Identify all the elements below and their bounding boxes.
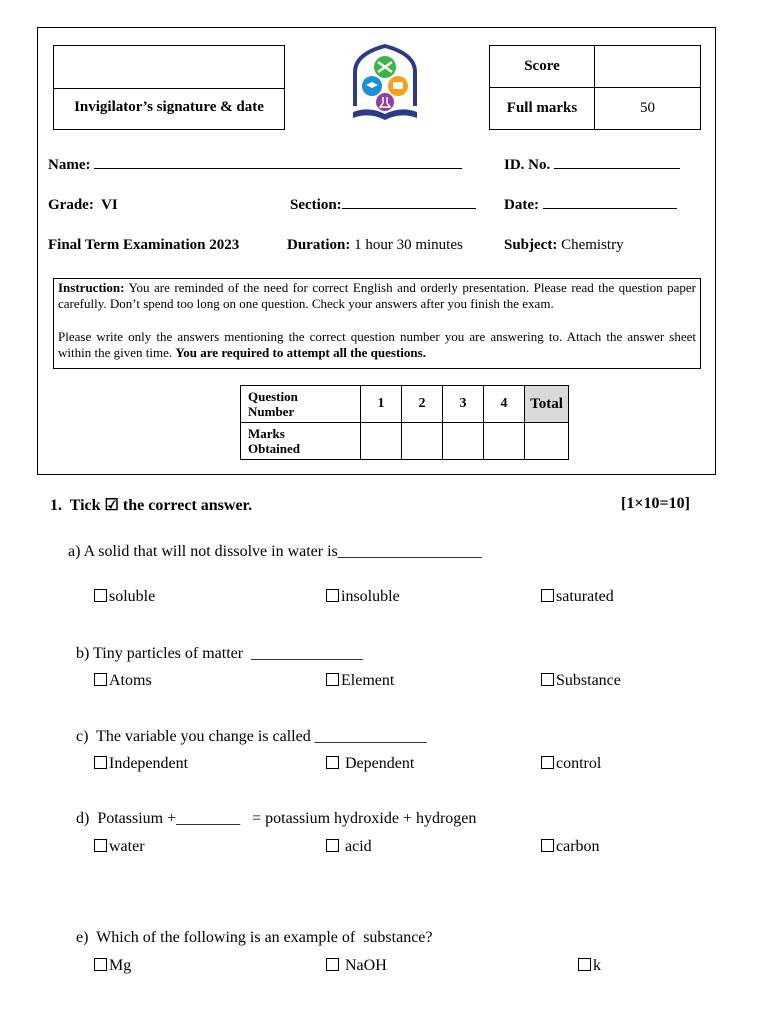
grade-row bbox=[48, 197, 118, 214]
checkbox[interactable] bbox=[94, 839, 107, 852]
checkbox[interactable] bbox=[326, 756, 339, 769]
question-text: Potassium +________ = potassium hydroxide + hydrogen bbox=[93, 810, 477, 827]
full-marks-value: 50 bbox=[595, 88, 701, 130]
question-c bbox=[68, 710, 427, 746]
exam-title: Final Term Examination 2023 bbox=[48, 237, 240, 253]
checkbox[interactable] bbox=[578, 958, 591, 971]
option-d1[interactable]: water bbox=[94, 838, 145, 856]
marks-obtained-label: Marks Obtained bbox=[241, 423, 361, 460]
date-field[interactable] bbox=[543, 208, 677, 209]
subject-row bbox=[504, 237, 624, 254]
option-b3[interactable]: Substance bbox=[541, 672, 621, 690]
checkbox[interactable] bbox=[94, 756, 107, 769]
question-a bbox=[68, 543, 482, 561]
name-row bbox=[48, 157, 462, 174]
checkbox[interactable] bbox=[326, 958, 339, 971]
marks-cell-1[interactable] bbox=[361, 423, 402, 460]
instruction-text2: Please write only the answers mentioning the correct question number you are answering to. Attach the answer sheet within the given time. bbox=[58, 329, 696, 360]
total-label: Total bbox=[525, 386, 569, 423]
question-number-label: Question Number bbox=[241, 386, 361, 423]
question-label: e) bbox=[76, 929, 89, 946]
question-label: d) bbox=[76, 810, 90, 827]
duration-label: Duration: bbox=[287, 237, 351, 253]
grade-label: Grade: bbox=[48, 197, 94, 213]
id-row bbox=[504, 157, 680, 174]
question-col-3: 3 bbox=[443, 386, 484, 423]
section-row bbox=[290, 197, 476, 214]
section1-heading bbox=[50, 495, 252, 515]
question-text: A solid that will not dissolve in water is__________________ bbox=[83, 543, 482, 560]
date-row bbox=[504, 197, 677, 214]
checkbox[interactable] bbox=[326, 589, 339, 602]
question-d bbox=[68, 792, 476, 828]
question-b bbox=[68, 627, 363, 663]
section1-title: Tick ☑ the correct answer. bbox=[69, 497, 253, 514]
checkbox[interactable] bbox=[541, 673, 554, 686]
option-e3[interactable]: k bbox=[578, 957, 601, 975]
question-col-4: 4 bbox=[484, 386, 525, 423]
option-b1[interactable]: Atoms bbox=[94, 672, 152, 690]
option-c3[interactable]: control bbox=[541, 755, 601, 773]
question-label: c) bbox=[76, 728, 89, 745]
question-label: b) bbox=[76, 645, 90, 662]
checkbox[interactable] bbox=[94, 673, 107, 686]
checkbox[interactable] bbox=[94, 958, 107, 971]
option-c1[interactable]: Independent bbox=[94, 755, 188, 773]
option-c2[interactable]: Dependent bbox=[326, 755, 414, 773]
instruction-label: Instruction: bbox=[58, 280, 125, 295]
invigilator-label: Invigilator’s signature & date bbox=[74, 99, 264, 115]
option-b2[interactable]: Element bbox=[326, 672, 394, 690]
marks-table bbox=[240, 385, 569, 460]
score-label: Score bbox=[490, 46, 595, 88]
option-d2[interactable]: acid bbox=[326, 838, 372, 856]
checkbox[interactable] bbox=[541, 839, 554, 852]
question-e bbox=[68, 911, 433, 947]
option-a3[interactable]: saturated bbox=[541, 588, 614, 606]
section-field[interactable] bbox=[342, 208, 476, 209]
marks-cell-4[interactable] bbox=[484, 423, 525, 460]
duration-row bbox=[287, 237, 463, 254]
instruction-text1: You are reminded of the need for correct English and orderly presentation. Please read the question paper carefully. Don’t spend too long on one question. Check your answers after you finish the exam. bbox=[58, 280, 696, 311]
date-label: Date: bbox=[504, 197, 539, 213]
score-table bbox=[489, 45, 701, 130]
name-field[interactable] bbox=[94, 168, 462, 169]
option-a2[interactable]: insoluble bbox=[326, 588, 400, 606]
marks-cell-total[interactable] bbox=[525, 423, 569, 460]
checkbox[interactable] bbox=[94, 589, 107, 602]
instruction-box bbox=[53, 278, 701, 369]
question-text: The variable you change is called ______________ bbox=[92, 728, 427, 745]
grade-value: VI bbox=[101, 197, 118, 213]
marks-cell-2[interactable] bbox=[402, 423, 443, 460]
option-e1[interactable]: Mg bbox=[94, 957, 131, 975]
option-d3[interactable]: carbon bbox=[541, 838, 600, 856]
score-cell[interactable] bbox=[595, 46, 701, 88]
option-e2[interactable]: NaOH bbox=[326, 957, 387, 975]
section1-marks: [1×10=10] bbox=[621, 495, 690, 512]
duration-value: 1 hour 30 minutes bbox=[354, 237, 463, 253]
question-text: Tiny particles of matter ______________ bbox=[93, 645, 364, 662]
question-col-1: 1 bbox=[361, 386, 402, 423]
section1-number: 1. bbox=[50, 497, 62, 514]
subject-value: Chemistry bbox=[561, 237, 624, 253]
instruction-para1 bbox=[58, 280, 696, 312]
question-text: Which of the following is an example of substance? bbox=[92, 929, 433, 946]
marks-cell-3[interactable] bbox=[443, 423, 484, 460]
section-label: Section: bbox=[290, 197, 342, 213]
id-label: ID. No. bbox=[504, 157, 551, 173]
question-label: a) bbox=[68, 543, 81, 560]
invigilator-box bbox=[53, 45, 285, 130]
checkbox[interactable] bbox=[541, 589, 554, 602]
instruction-para2 bbox=[58, 329, 696, 361]
question-col-2: 2 bbox=[402, 386, 443, 423]
option-a1[interactable]: soluble bbox=[94, 588, 155, 606]
checkbox[interactable] bbox=[326, 839, 339, 852]
checkbox[interactable] bbox=[541, 756, 554, 769]
name-label: Name: bbox=[48, 157, 91, 173]
checkbox[interactable] bbox=[326, 673, 339, 686]
school-logo bbox=[347, 42, 423, 126]
id-field[interactable] bbox=[554, 168, 680, 169]
subject-label: Subject: bbox=[504, 237, 558, 253]
instruction-text2-bold: You are required to attempt all the questions. bbox=[175, 345, 426, 360]
full-marks-label: Full marks bbox=[490, 88, 595, 130]
